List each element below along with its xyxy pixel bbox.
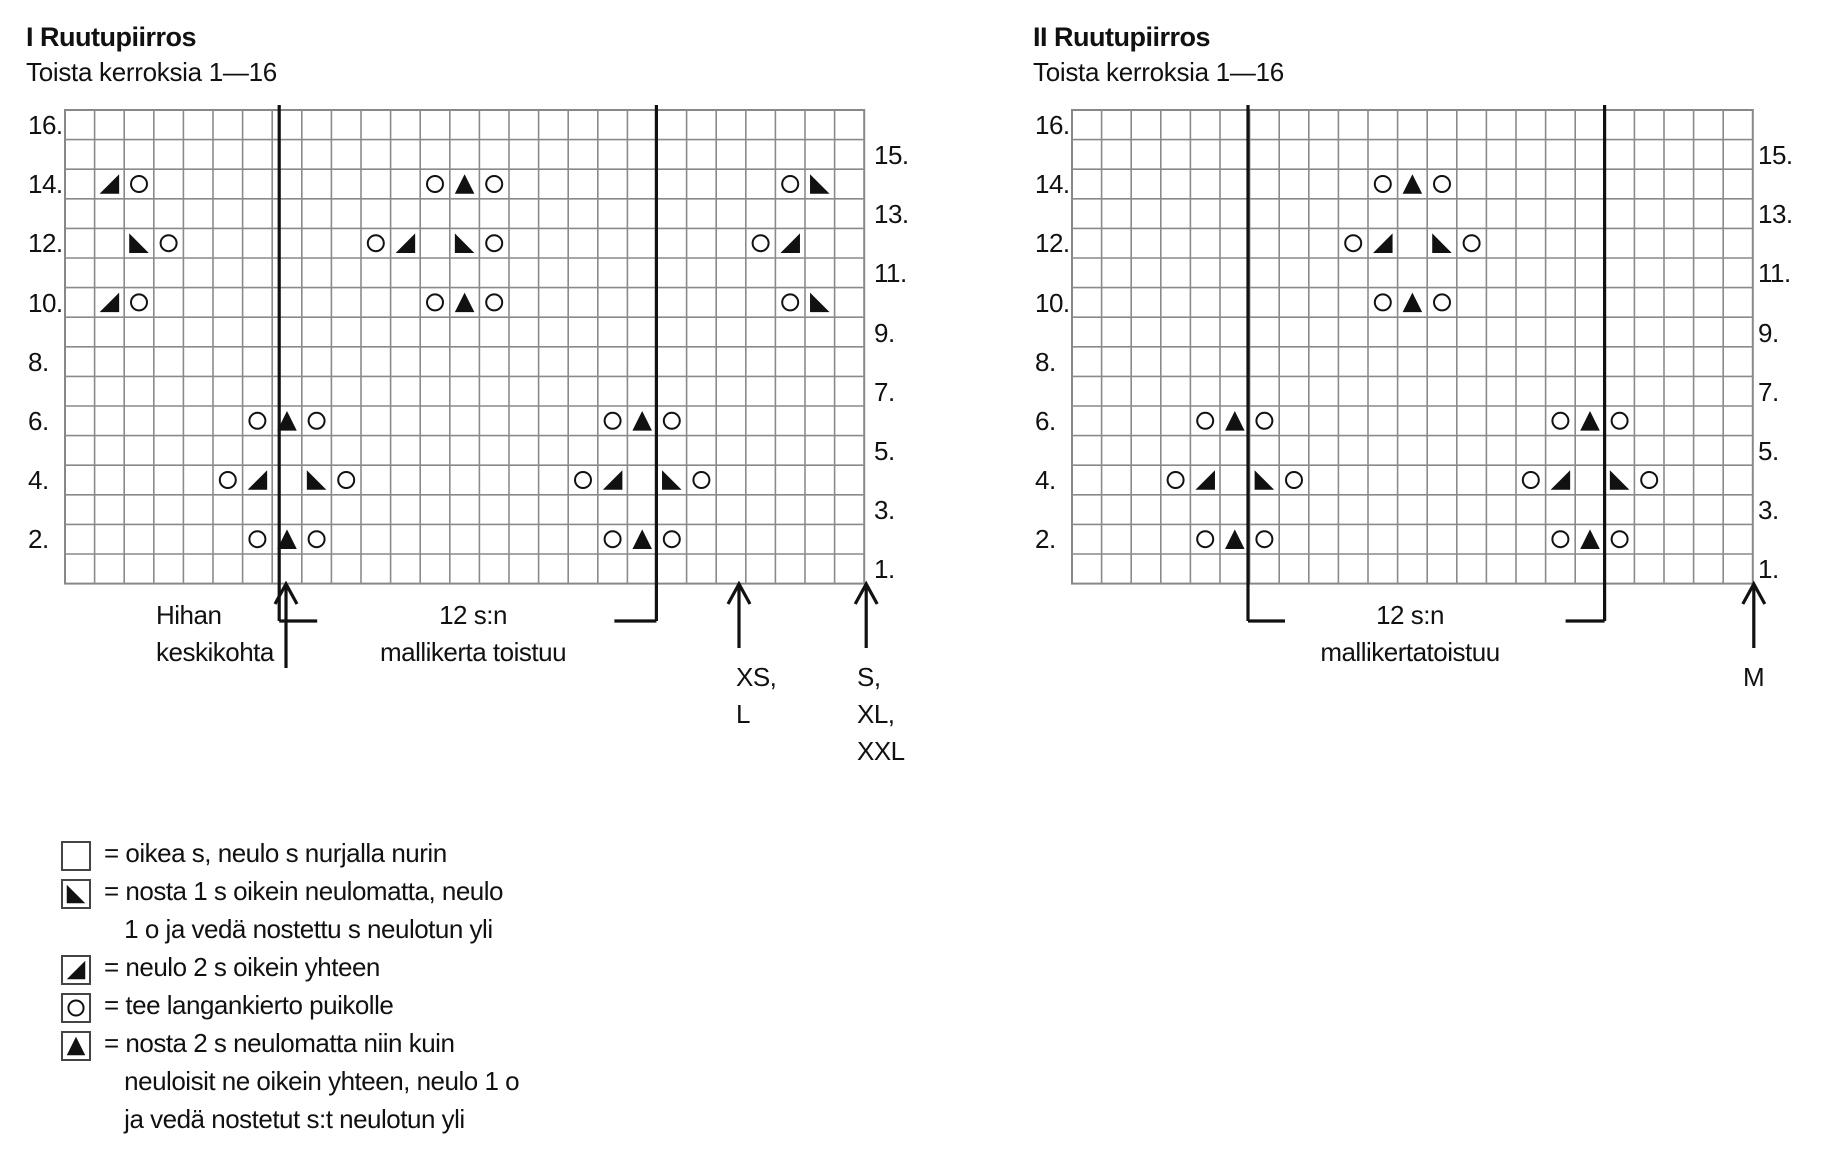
chart2-row-label-right: 11. bbox=[1758, 258, 1791, 289]
chart2-row-label-left: 8. bbox=[1035, 346, 1056, 377]
legend-text: = neulo 2 s oikein yhteen bbox=[104, 952, 380, 982]
chart2-row-label-right: 5. bbox=[1758, 436, 1779, 466]
legend-box-frame bbox=[62, 842, 90, 870]
chart2-row-label-left: 14. bbox=[1035, 169, 1070, 200]
chart2-row-label-left: 2. bbox=[1035, 524, 1056, 555]
chart1-row-label-right: 11. bbox=[874, 258, 907, 289]
chart2-row-label-right: 3. bbox=[1758, 495, 1779, 526]
chart2-row-label-right: 7. bbox=[1758, 376, 1779, 407]
chart1-row-label-right: 15. bbox=[874, 140, 909, 170]
chart1-row-label-left: 2. bbox=[28, 524, 49, 555]
chart1-row-label-right: 3. bbox=[874, 495, 895, 526]
legend-symbol-box bbox=[60, 992, 94, 1026]
chart1-title: I Ruutupiirros bbox=[26, 22, 196, 52]
chart2-repeat-label: 12 s:n mallikertatoistuu bbox=[1320, 600, 1500, 667]
chart2-row-label-right: 9. bbox=[1758, 317, 1779, 348]
legend-text: = oikea s, neulo s nurjalla nurin bbox=[104, 838, 447, 868]
legend-symbol-box bbox=[60, 1030, 94, 1064]
chart2-row-label-right: 13. bbox=[1758, 199, 1793, 230]
chart2-row-label-left: 10. bbox=[1035, 287, 1070, 318]
chart2-row-label-right: 1. bbox=[1758, 554, 1779, 585]
chart1-row-label-left: 16. bbox=[28, 110, 63, 140]
legend-symbol-box bbox=[60, 878, 94, 912]
legend-box-frame bbox=[62, 994, 90, 1022]
legend-text: = nosta 1 s oikein neulomatta, neulo 1 o ja vedä nostettu s neulotun yli bbox=[104, 876, 504, 944]
chart1-row-label-right: 13. bbox=[874, 199, 909, 230]
chart1-size-s-xl-xxl-label: S, XL, XXL bbox=[857, 662, 905, 766]
chart1-row-label-left: 12. bbox=[28, 228, 63, 259]
chart1-size-xs-l-label: XS, L bbox=[736, 662, 777, 729]
chart2-row-label-left: 16. bbox=[1035, 110, 1070, 140]
chart1-row-label-left: 4. bbox=[28, 465, 49, 496]
chart1-row-label-right: 9. bbox=[874, 317, 895, 348]
chart1-row-label-right: 1. bbox=[874, 554, 895, 585]
legend-symbol-box bbox=[60, 954, 94, 988]
chart1-row-label-left: 8. bbox=[28, 346, 49, 377]
chart2-row-label-left: 6. bbox=[1035, 406, 1056, 436]
chart2-row-label-right: 15. bbox=[1758, 140, 1793, 170]
chart1-row-label-left: 14. bbox=[28, 169, 63, 200]
chart1-subtitle: Toista kerroksia 1—16 bbox=[26, 57, 277, 87]
chart2-size-m-label: M bbox=[1743, 662, 1765, 692]
legend-text: = nosta 2 s neulomatta niin kuin neuloisit ne oikein yhteen, neulo 1 o ja vedä nostetut s:t neulotun yli bbox=[104, 1028, 520, 1134]
chart1-sleeve-center-label: Hihan keskikohta bbox=[156, 600, 274, 667]
chart1-row-label-right: 7. bbox=[874, 376, 895, 407]
chart1-row-label-right: 5. bbox=[874, 436, 895, 466]
chart1-row-label-left: 10. bbox=[28, 287, 63, 318]
chart1-row-label-left: 6. bbox=[28, 406, 49, 436]
chart2-row-label-left: 12. bbox=[1035, 228, 1070, 259]
chart2-title: II Ruutupiirros bbox=[1033, 22, 1210, 52]
chart1-repeat-label: 12 s:n mallikerta toistuu bbox=[379, 600, 567, 667]
chart2-subtitle: Toista kerroksia 1—16 bbox=[1033, 57, 1284, 87]
legend-text: = tee langankierto puikolle bbox=[104, 990, 394, 1020]
legend-symbol-box bbox=[60, 840, 94, 874]
chart2-row-label-left: 4. bbox=[1035, 465, 1056, 496]
